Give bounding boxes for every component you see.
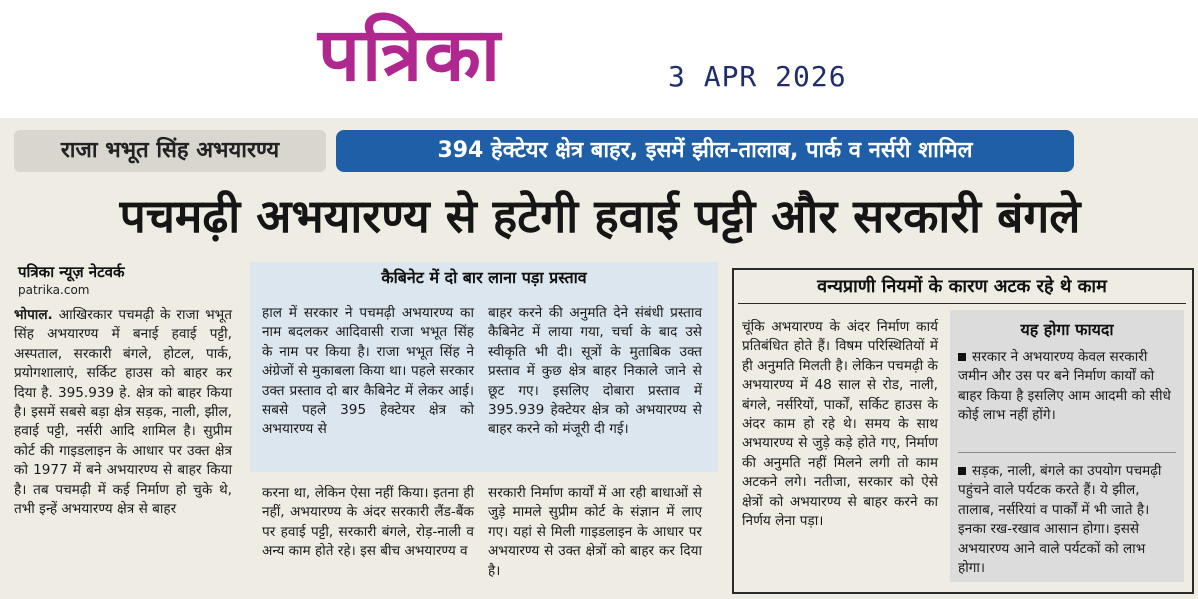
square-bullet-icon — [958, 467, 966, 475]
article-text-1: आखिरकार पचमढ़ी के राजा भभूत सिंह अभयारण्य में बनाई हवाई पट्टी, अस्पताल, सरकारी बंगले, होटल, पार्क, प्रयोगशालाएं, सर्किट हाउस को बाहर कर दिया है. 395.939 हे. क्षेत्र को बाहर किया है। इसमें सबसे बड़ा क्षेत्र सड़क, नाली, झील, हवाई पट्टी, नर्सरी आदि शामिल है। सुप्रीम कोर्ट की गाइडलाइन के आधार पर उक्त क्षेत्र को 1977 में बने अभयारण्य से बाहर किया है। तब पचमढ़ी में कई निर्माण हो चुके थे, तभी इन्हें अभयारण्य क्षेत्र से बाहर — [14, 307, 232, 518]
right-section-heading: वन्यप्राणी नियमों के कारण अटक रहे थे काम — [817, 276, 1107, 297]
byline: पत्रिका न्यूज़ नेटवर्क — [18, 263, 125, 281]
date-stamp: 3 APR 2026 — [668, 60, 847, 93]
article-column-2: करना था, लेकिन ऐसा नहीं किया। इतना ही नहीं, अभयारण्य के अंदर सरकारी लैंड-बैंक पर हवाई पट्टी, सरकारी बंगले, रोड़-नाली व अन्य काम होते रहे। इस बीच अभयारण्य व — [262, 485, 474, 560]
sidebar-box-title: कैबिनेट में दो बार लाना पड़ा प्रस्ताव — [381, 268, 587, 287]
heading-divider — [738, 303, 1186, 304]
benefits-title: यह होगा फायदा — [1020, 320, 1114, 339]
article-column-1 — [14, 306, 232, 519]
benefit-item-text: सरकार ने अभयारण्य केवल सरकारी जमीन और उस पर बने निर्माण कार्यों को बाहर किया है इसलिए आम आदमी को सीधे कोई लाभ नहीं होंगे। — [958, 349, 1171, 424]
website-credit: patrika.com — [18, 283, 90, 297]
benefit-divider — [958, 452, 1176, 453]
masthead-logo: पत्रिका — [318, 12, 503, 98]
subheadline-banner: 394 हेक्टेयर क्षेत्र बाहर, इसमें झील-तालाब, पार्क व नर्सरी शामिल — [336, 130, 1074, 172]
article-column-3: सरकारी निर्माण कार्यों में आ रही बाधाओं से जुड़े मामले सुप्रीम कोर्ट के संज्ञान में लाए गए। यहां से मिली गाइडलाइन के आधार पर अभयारण्य से उक्त क्षेत्रों को बाहर कर दिया है। — [488, 485, 702, 579]
dateline: भोपाल. — [14, 307, 53, 323]
benefit-item — [958, 462, 1176, 578]
right-section-text: चूंकि अभयारण्य के अंदर निर्माण कार्य प्रतिबंधित होते हैं। विषम परिस्थितियों में ही अनुमति मिलती है। लेकिन पचमढ़ी के अभयारण्य में 48 साल से रोड, नाली, बंगले, नर्सरियों, पार्कों, सर्किट हाउस के अंदर काम हो रहे थे। समय के साथ अभयारण्य से जुड़े कड़े होते गए, निर्माण की अनुमति नहीं मिलने लगी तो काम अटकने लगे। नतीजा, सरकार को ऐसे क्षेत्रों को अभयारण्य से बाहर करने का निर्णय लेना पड़ा। — [742, 319, 938, 530]
benefit-item — [958, 348, 1176, 426]
square-bullet-icon — [958, 353, 966, 361]
sidebar-box-text-left: हाल में सरकार ने पचमढ़ी अभयारण्य का नाम बदलकर आदिवासी राजा भभूत सिंह के नाम पर किया है। राजा भभूत सिंह ने अंग्रेजों से मुकाबला किया था। पहले सरकार उक्त प्रस्ताव दो बार कैबिनेट में लेकर आई। सबसे पहले 395 हेक्टेयर क्षेत्र को अभयारण्य से — [262, 305, 474, 438]
headline: पचमढ़ी अभयारण्य से हटेगी हवाई पट्टी और सरकारी बंगले — [119, 189, 1081, 243]
kicker-label: राजा भभूत सिंह अभयारण्य — [14, 130, 326, 172]
benefit-item-text: सड़क, नाली, बंगले का उपयोग पचमढ़ी पहुंचने वाले पर्यटक करते हैं। ये झील, तालाब, नर्सरियां व पार्कों में भी जाते है। इनका रख-रखाव आसान होगा। इससे अभयारण्य आने वाले पर्यटकों को लाभ होगा। — [958, 463, 1162, 577]
sidebar-box-text-right: बाहर करने की अनुमति देने संबंधी प्रस्ताव कैबिनेट में लाया गया, चर्चा के बाद उसे स्वीकृति भी दी। सूत्रों के मुताबिक उक्त प्रस्ताव में कुछ क्षेत्र बाहर निकाले जाने से छूट गए। इसलिए दोबारा प्रस्ताव में 395.939 हेक्टेयर क्षेत्र को अभयारण्य से बाहर करने को मंजूरी दी गई। — [488, 305, 702, 438]
